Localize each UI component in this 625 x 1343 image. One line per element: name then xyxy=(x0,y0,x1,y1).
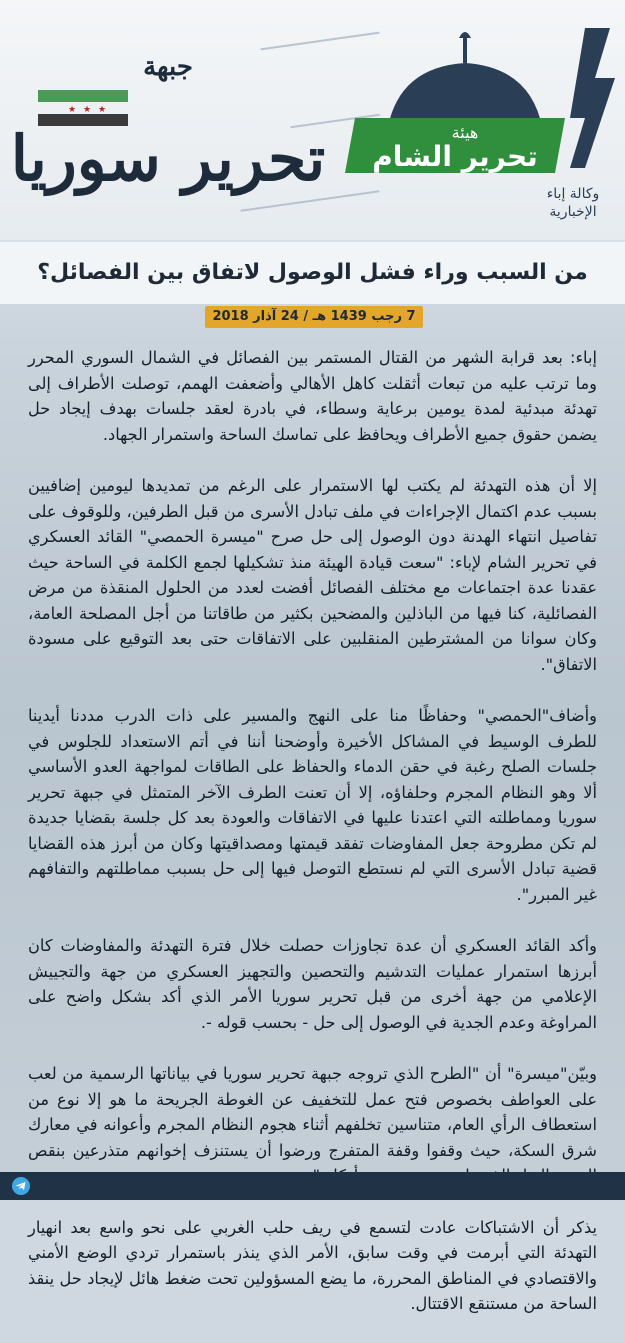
left-logo-main-text: تحرير سوريا xyxy=(10,122,326,195)
date-badge: 7 رجب 1439 هـ / 24 آذار 2018 xyxy=(205,306,423,328)
paragraph: يذكر أن الاشتباكات عادت لتسمع في ريف حلب الغربي على نحو واسع بعد انهيار التهدئة التي أبرمت في وقت سابق، الأمر الذي ينذر باستمرار تردي الوضع الأمني والاقتصادي في المناطق المحررة، ما يضع المسؤولين تحت ضغط هائل لإيجاد حل ينقذ الساحة من مستنقع الاقتتال. xyxy=(28,1217,597,1313)
paragraph: وبيّن"ميسرة" أن "الطرح الذي تروجه جبهة تحرير سوريا في بياناتها الرسمية من لعب على العواطف بخصوص فتح عمل للتخفيف عن الغوطة الجريحة ما هو إلا نوع من استعطاف الرأي العام، متناسين تخلفهم أثناء هجوم النظام المجرم وأعوانه في معارك شرق السكة، حيث وقفوا وقفة المتفرج ورضوا أن يستنزف إخوانهم متذرعين بنقص xyxy=(28,1064,597,1160)
left-logo-top-text: جبهة xyxy=(143,52,193,82)
paragraph: وأضاف"الحمصي" وحفاظًا منا على النهج والمسير على ذات الدرب مددنا أيدينا للطرف الوسيط في المشاكل الأخيرة وأوضحنا أننا في أتم الاستعداد للجلوس في جلسات الصلح رغبة في حقن الدماء والحفاظ على الطاقات لمواجهة العدو الأساسي ألا وهو النظام المجرم وحلفاؤه، إلا أن تعنت الطرف الآخر المتمثل في جبهة تحرير سوريا ومماطلته التي اعتدنا عليها في الاتفاقات والعودة بعد كل جلسة بقضايا جديدة لم تكن مطروحة جعل المفاوضات تفقد قيمتها ومصداقيتها وكان من أبرز هذه القضايا قضية تبادل الأسرى التي لم نستطع التوصل فيها إلى حل بسبب مماطلتهم والتفافهم غير المبرر". xyxy=(28,706,597,904)
agency-name-line1: وكالة إباء xyxy=(546,186,600,202)
right-logo-top-text: هيئة xyxy=(451,123,479,142)
tahrir-souria-logo xyxy=(10,30,326,230)
svg-text:★: ★ xyxy=(83,105,92,115)
right-logo-main-text: تحرير الشام xyxy=(372,140,538,173)
tahrir-sham-logo xyxy=(315,8,625,238)
agency-name-line2: الإخبارية xyxy=(549,204,597,220)
header-banner xyxy=(0,0,625,240)
svg-text:★: ★ xyxy=(98,105,107,115)
telegram-icon[interactable] xyxy=(12,1177,30,1195)
paragraph: إلا أن هذه التهدئة لم يكتب لها الاستمرار على الرغم من تمديدها ليومين إضافيين بسبب عدم اكتمال الإجراءات في ملف تبادل الأسرى من قبل الطرفين، وللوقوف على تفاصيل انتهاء الهدنة دون الوصول إلى حل صرح "ميسرة الحمصي" القائد العسكري في تحرير الشام لإباء: "سعت قيادة الهيئة منذ تشكيلها لجمع الكلمة في الساحة حيث عقدنا عدة اجتماعات مع مختلف الفصائل أفضت لعدد من الحلول المنقذة من مرض الفصائلية، كنا فيها من الباذلين والمضحين بكثير من طاقاتنا من أجل المصلحة العامة، وكان سوانا من المشترطين المنقلبين على الاتفاقات حتى بعد التوقيع على مسودة الاتفاق". xyxy=(28,476,597,674)
title-band xyxy=(0,240,625,304)
footer-bar xyxy=(0,1172,625,1200)
article-title: من السبب وراء فشل الوصول لاتفاق بين الفصائل؟ xyxy=(37,259,588,285)
svg-text:★: ★ xyxy=(68,105,77,115)
paragraph: وأكد القائد العسكري أن عدة تجاوزات حصلت خلال فترة التهدئة والمفاوضات كان أبرزها استمرار عمليات التدشيم والتحصين والتجهيز العسكري من جهة والتجييش الإعلامي من جهة أخرى من قبل تحرير سوريا الأمر الذي أكد بشكل واضح على المراوغة وعدم الجدية في الوصول إلى حل - بحسب قوله -. xyxy=(28,936,597,1032)
paragraph: إباء: بعد قرابة الشهر من القتال المستمر بين الفصائل في الشمال السوري المحرر وما ترتب عليه من تبعات أثقلت كاهل الأهالي وأضعفت الهمم، توصلت الأطراف إلى تهدئة مبدئية لمدة يومين برعاية وسطاء، في بادرة لعقد جلسات بهدف إيجاد حل يضمن حقوق جميع الأطراف ويحافظ على تماسك الساحة واستمرار الجهاد. xyxy=(28,348,597,444)
